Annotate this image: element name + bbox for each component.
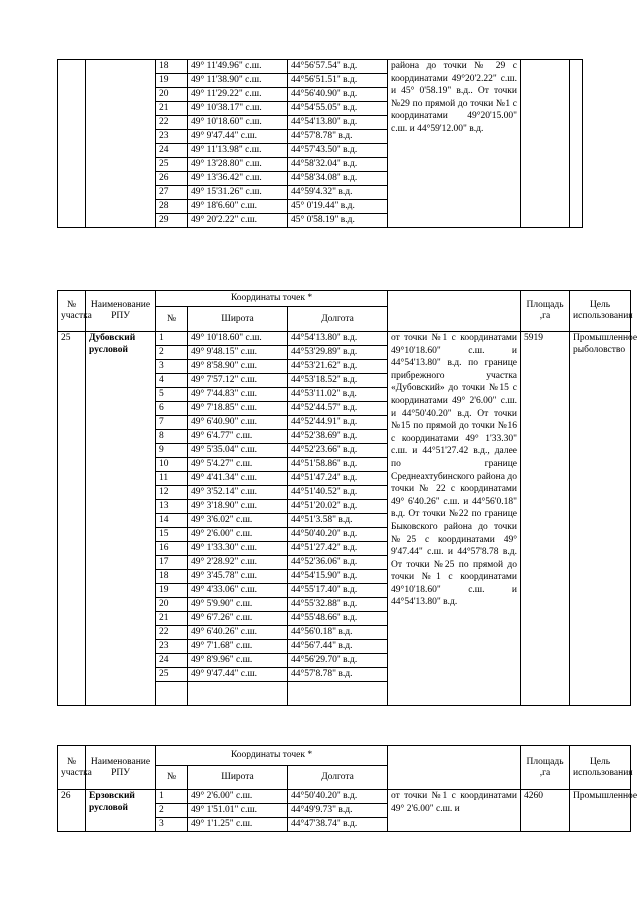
point-number: 19 [156,584,188,598]
point-number: 1 [156,332,188,346]
header-rpu-name: Наименование РПУ [86,291,156,332]
longitude: 44°54'55.05" в.д. [288,102,388,116]
point-number: 25 [156,158,188,172]
longitude: 44°54'13.80" в.д. [288,116,388,130]
point-number: 15 [156,528,188,542]
point-number: 18 [156,60,188,74]
point-number: 27 [156,186,188,200]
header-longitude: Долгота [288,307,388,332]
point-number: 21 [156,612,188,626]
point-number: 6 [156,402,188,416]
header-coordinates: Координаты точек * [156,746,388,766]
longitude: 44°56'7.44" в.д. [288,640,388,654]
latitude: 49° 6'40.26" с.ш. [188,626,288,640]
longitude: 44°50'40.20" в.д. [288,528,388,542]
header-latitude: Широта [188,766,288,790]
plot-name: Дубовский русловой [86,332,156,706]
latitude: 49° 8'9.96" с.ш. [188,654,288,668]
plot-area: 5919 [521,332,570,706]
header-blank [388,746,521,790]
longitude: 44°47'38.74" в.д. [288,818,388,832]
longitude: 44°51'40.52" в.д. [288,486,388,500]
header-rpu-name: Наименование РПУ [86,746,156,790]
longitude: 44°55'17.40" в.д. [288,584,388,598]
point-number: 3 [156,360,188,374]
point-number: 22 [156,116,188,130]
point-number: 7 [156,416,188,430]
longitude: 44°55'48.66" в.д. [288,612,388,626]
point-number: 4 [156,374,188,388]
point-number: 20 [156,598,188,612]
point-number: 13 [156,500,188,514]
point-number: 2 [156,804,188,818]
latitude: 49° 7'44.83" с.ш. [188,388,288,402]
fragment-area-cell [521,60,570,228]
latitude: 49° 10'18.60" с.ш. [188,332,288,346]
point-number: 8 [156,430,188,444]
longitude: 44°50'40.20" в.д. [288,790,388,804]
point-number: 10 [156,458,188,472]
latitude: 49° 7'18.85" с.ш. [188,402,288,416]
latitude: 49° 9'48.15" с.ш. [188,346,288,360]
point-number: 3 [156,818,188,832]
table-top-fragment [57,59,583,228]
point-number: 22 [156,626,188,640]
latitude: 49° 15'31.26" с.ш. [188,186,288,200]
point-number: 1 [156,790,188,804]
header-area: Площадь ,га [521,746,570,790]
point-number: 14 [156,514,188,528]
longitude: 45° 0'19.44" в.д. [288,200,388,214]
plot-number: 25 [58,332,86,706]
latitude: 49° 11'38.90" с.ш. [188,74,288,88]
point-number: 2 [156,346,188,360]
latitude: 49° 4'33.06" с.ш. [188,584,288,598]
longitude: 44°57'8.78" в.д. [288,130,388,144]
latitude: 49° 7'1.68" с.ш. [188,640,288,654]
latitude: 49° 20'2.22" с.ш. [188,214,288,228]
latitude: 49° 5'4.27" с.ш. [188,458,288,472]
longitude: 44°52'44.57" в.д. [288,402,388,416]
point-number: 24 [156,654,188,668]
longitude: 44°53'18.52" в.д. [288,374,388,388]
header-blank [388,291,521,332]
longitude: 44°58'32.04" в.д. [288,158,388,172]
latitude: 49° 4'41.34" с.ш. [188,472,288,486]
latitude: 49° 9'47.44" с.ш. [188,130,288,144]
empty-cell [188,682,288,706]
point-number: 23 [156,640,188,654]
latitude: 49° 10'38.17" с.ш. [188,102,288,116]
header-area: Площадь ,га [521,291,570,332]
latitude: 49° 5'9.90" с.ш. [188,598,288,612]
longitude: 44°53'11.02" в.д. [288,388,388,402]
point-number: 25 [156,668,188,682]
point-number: 19 [156,74,188,88]
longitude: 44°51'47.24" в.д. [288,472,388,486]
longitude: 44°58'34.08" в.д. [288,172,388,186]
latitude: 49° 6'40.90" с.ш. [188,416,288,430]
point-number: 18 [156,570,188,584]
plot-name: Ерзовский русловой [86,790,156,832]
latitude: 49° 18'6.60" с.ш. [188,200,288,214]
plot-purpose: Промышленное рыболовство [570,332,631,706]
latitude: 49° 1'51.01" с.ш. [188,804,288,818]
latitude: 49° 2'6.00" с.ш. [188,790,288,804]
longitude: 44°54'13.80" в.д. [288,332,388,346]
table-plot-26 [57,745,638,832]
header-plot-number: № участка [58,291,86,332]
latitude: 49° 11'29.22" с.ш. [188,88,288,102]
point-number: 26 [156,172,188,186]
latitude: 49° 13'28.80" с.ш. [188,158,288,172]
latitude: 49° 13'36.42" с.ш. [188,172,288,186]
plot-number: 26 [58,790,86,832]
latitude: 49° 10'18.60" с.ш. [188,116,288,130]
latitude: 49° 11'49.96" с.ш. [188,60,288,74]
longitude: 44°52'36.06" в.д. [288,556,388,570]
longitude: 44°53'21.62" в.д. [288,360,388,374]
fragment-num-cell [58,60,86,228]
longitude: 44°51'58.86" в.д. [288,458,388,472]
point-number: 28 [156,200,188,214]
point-number: 12 [156,486,188,500]
header-purpose: Цель использования [570,746,631,790]
empty-cell [288,682,388,706]
header-latitude: Широта [188,307,288,332]
latitude: 49° 2'28.92" с.ш. [188,556,288,570]
longitude: 44°59'4.32" в.д. [288,186,388,200]
point-number: 21 [156,102,188,116]
plot-area: 4260 [521,790,570,832]
latitude: 49° 11'13.98" с.ш. [188,144,288,158]
fragment-name-cell [86,60,156,228]
longitude: 44°57'8.78" в.д. [288,668,388,682]
point-number: 23 [156,130,188,144]
latitude: 49° 7'57.12" с.ш. [188,374,288,388]
latitude: 49° 3'45.78" с.ш. [188,570,288,584]
point-number: 24 [156,144,188,158]
plot-purpose: Промышленное [570,790,631,832]
point-number: 17 [156,556,188,570]
longitude: 44°56'40.90" в.д. [288,88,388,102]
empty-cell [156,682,188,706]
boundary-description: от точки №1 с координатами 49° 2'6.00" с.ш. и [388,790,521,832]
longitude: 44°51'20.02" в.д. [288,500,388,514]
point-number: 29 [156,214,188,228]
point-number: 11 [156,472,188,486]
longitude: 44°52'38.69" в.д. [288,430,388,444]
header-coordinates: Координаты точек * [156,291,388,307]
longitude: 44°53'29.89" в.д. [288,346,388,360]
latitude: 49° 1'1.25" с.ш. [188,818,288,832]
longitude: 44°52'44.91" в.д. [288,416,388,430]
longitude: 44°52'23.66" в.д. [288,444,388,458]
header-longitude: Долгота [288,766,388,790]
boundary-description: от точки №1 с координатами 49°10'18.60" с.ш. и 44°54'13.80" в.д. по границе прибрежного участка «Дубовский» до точки №15 с координатами 49° 2'6.00" с.ш. и 44°50'40.20" в.д. От точки №15 по прямой до точки №16 с координатами 49° 1'33.30" с.ш. и 44°51'27.42 в.д., далее по границе Среднеахтубинского района до точки № 22 с координатами 49° 6'40.26" с.ш. и 44°56'0.18" в.д. От точки №22 по границе Быковского района до точки №25 с координатами 49° 9'47.44" с.ш. и 44°57'8.78 в.д. От точки №25 по прямой до точки №1 с координатами 49°10'18.60" с.ш. и 44°54'13.80" в.д. [388,332,521,706]
latitude: 49° 5'35.04" с.ш. [188,444,288,458]
point-number: 5 [156,388,188,402]
point-number: 16 [156,542,188,556]
latitude: 49° 3'52.14" с.ш. [188,486,288,500]
table-plot-25 [57,290,638,706]
longitude: 44°56'51.51" в.д. [288,74,388,88]
longitude: 44°56'0.18" в.д. [288,626,388,640]
latitude: 49° 2'6.00" с.ш. [188,528,288,542]
longitude: 44°51'27.42" в.д. [288,542,388,556]
longitude: 45° 0'58.19" в.д. [288,214,388,228]
boundary-description: района до точки № 29 с координатами 49°20'2.22" с.ш. и 45° 0'58.19" в.д.. От точки №29 по прямой до точки №1 с координатами 49°20'15.00" с.ш. и 44°59'12.00" в.д. [388,60,521,228]
header-point-number: № [156,766,188,790]
fragment-purpose-cell [570,60,583,228]
latitude: 49° 3'18.90" с.ш. [188,500,288,514]
header-purpose: Цель использования [570,291,631,332]
header-plot-number: № участка [58,746,86,790]
latitude: 49° 1'33.30" с.ш. [188,542,288,556]
latitude: 49° 6'4.77" с.ш. [188,430,288,444]
latitude: 49° 9'47.44" с.ш. [188,668,288,682]
longitude: 44°56'57.54" в.д. [288,60,388,74]
longitude: 44°49'9.73" в.д. [288,804,388,818]
longitude: 44°51'3.58" в.д. [288,514,388,528]
point-number: 9 [156,444,188,458]
longitude: 44°57'43.50" в.д. [288,144,388,158]
latitude: 49° 8'58.90" с.ш. [188,360,288,374]
longitude: 44°55'32.88" в.д. [288,598,388,612]
point-number: 20 [156,88,188,102]
latitude: 49° 6'7.26" с.ш. [188,612,288,626]
header-point-number: № [156,307,188,332]
longitude: 44°54'15.90" в.д. [288,570,388,584]
longitude: 44°56'29.70" в.д. [288,654,388,668]
latitude: 49° 3'6.02" с.ш. [188,514,288,528]
